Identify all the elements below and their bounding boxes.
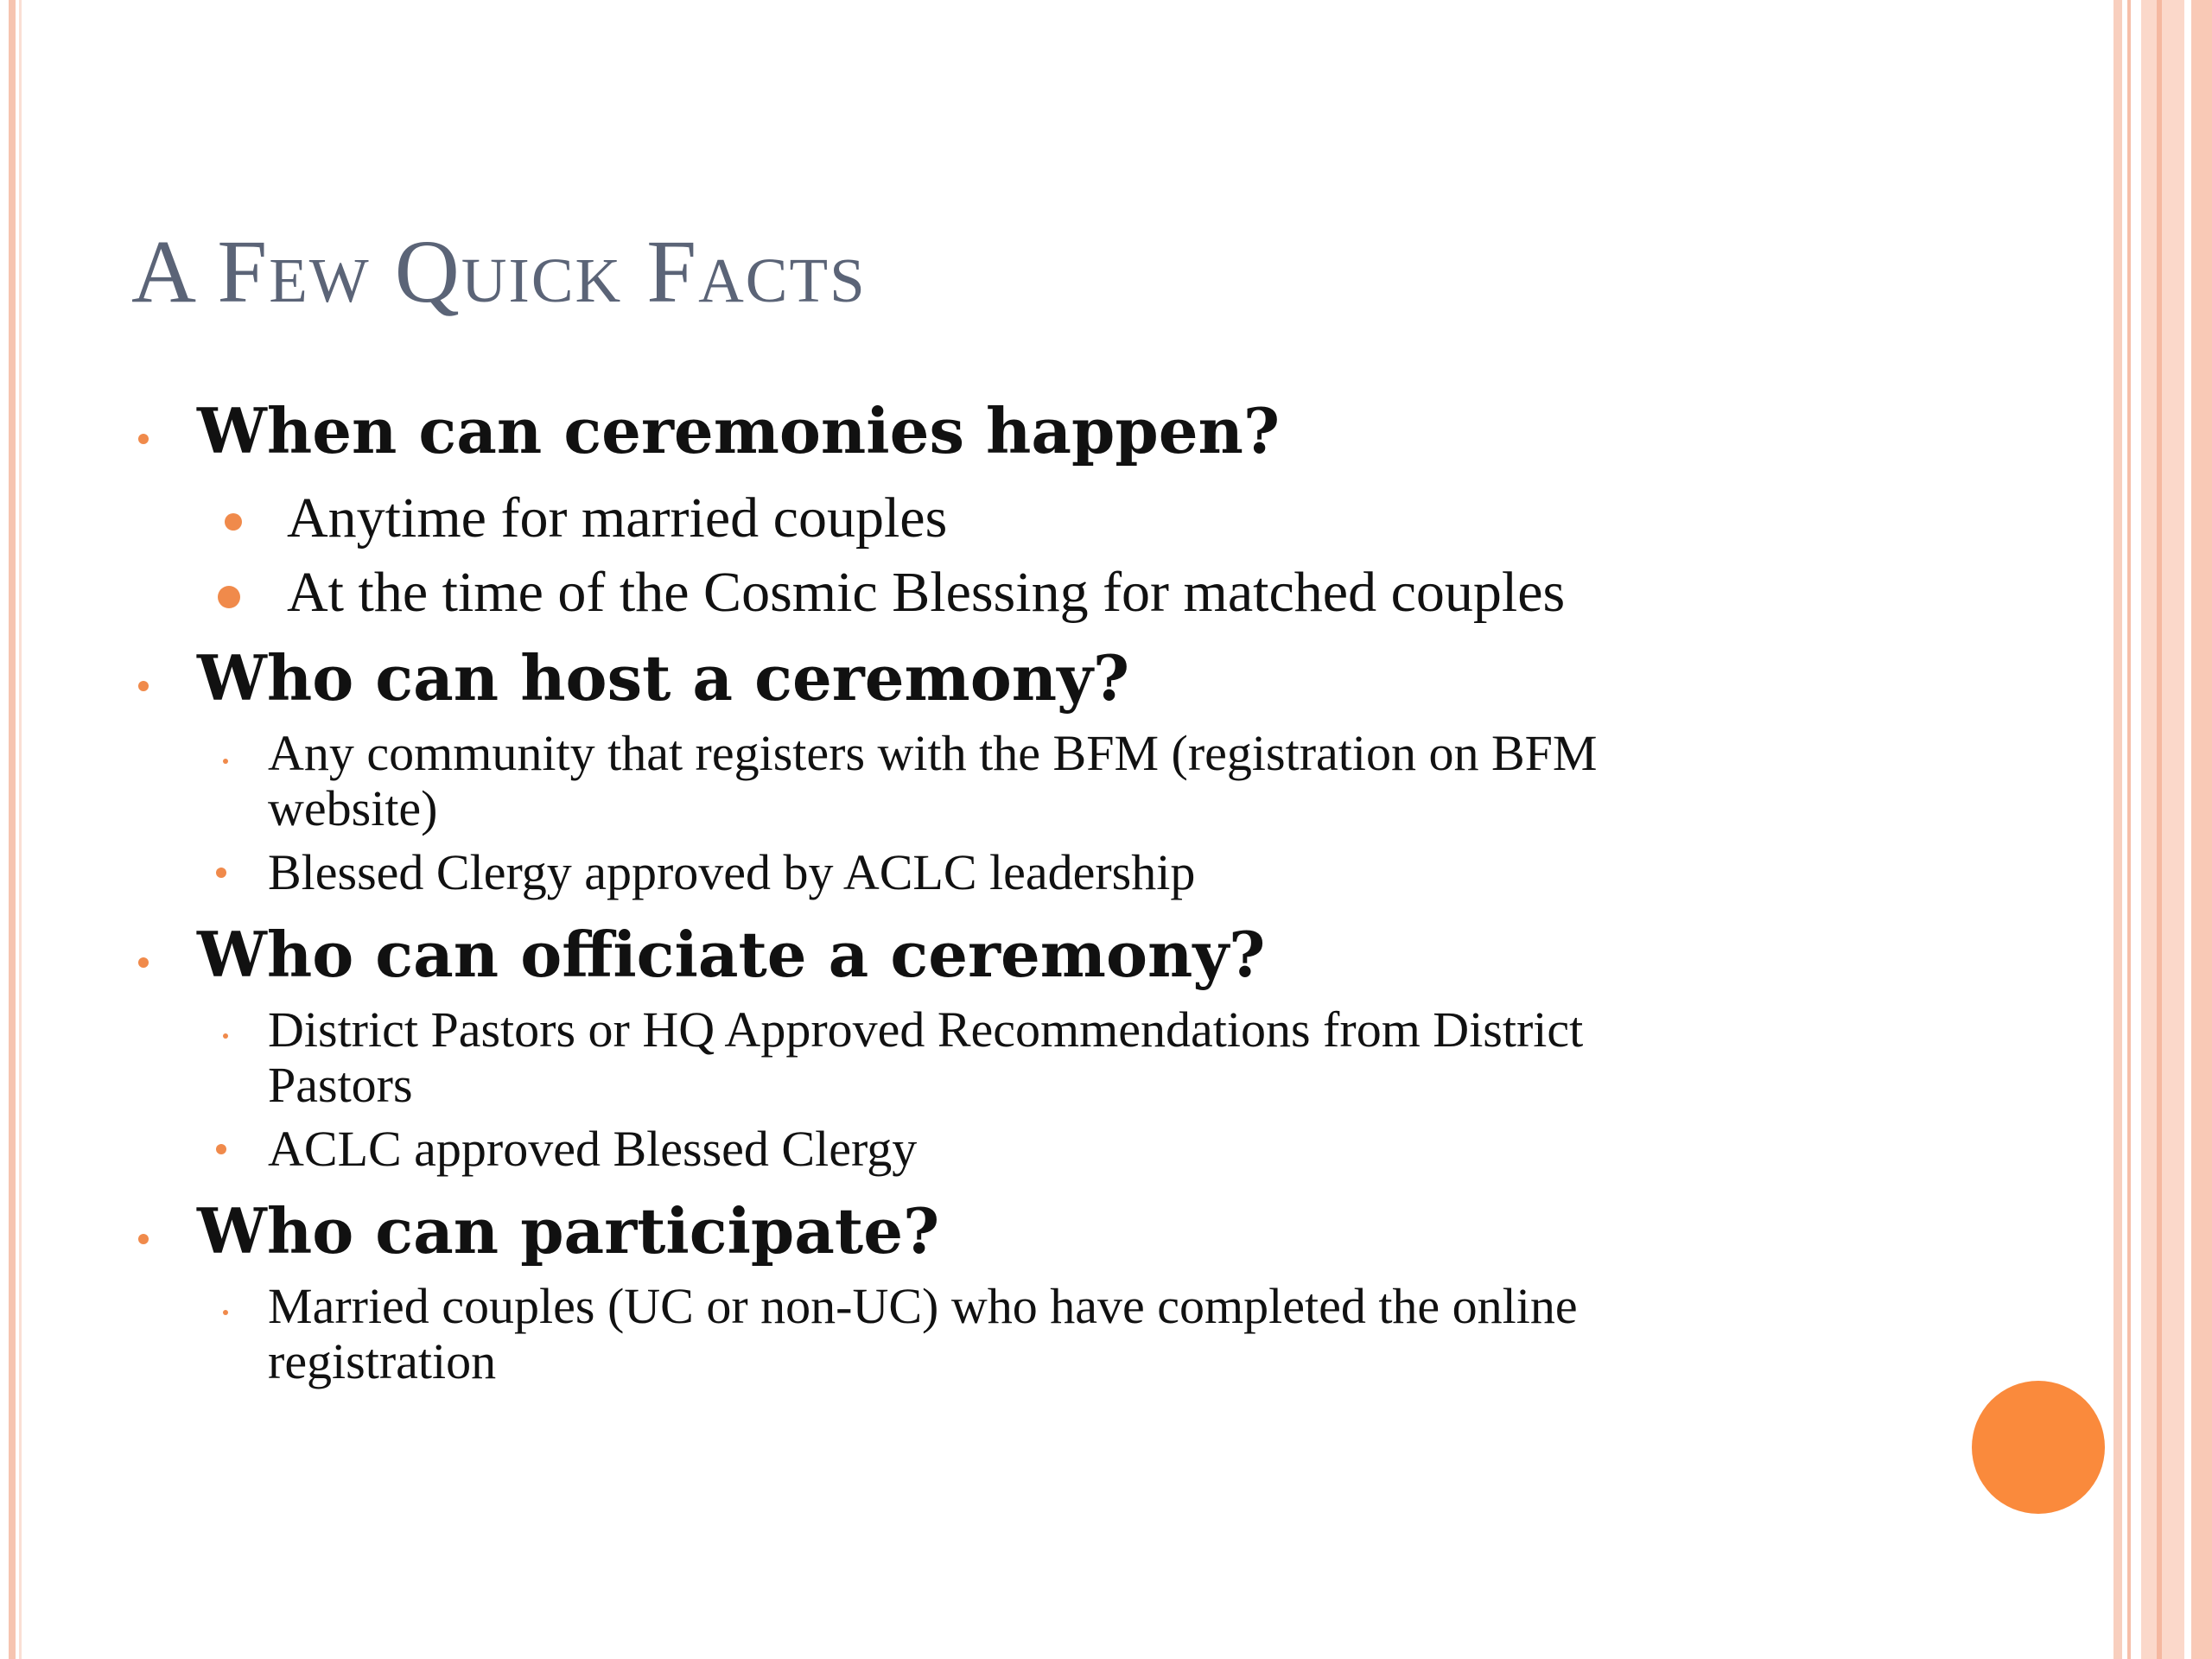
bullet-icon: [223, 759, 228, 764]
bullet-icon: [138, 434, 149, 444]
bullet-icon: [138, 957, 149, 968]
bullet-icon: [225, 513, 242, 531]
list-item: ACLC approved Blessed Clergy: [268, 1121, 918, 1177]
bullet-icon: [218, 586, 240, 608]
list-item-continuation: registration: [268, 1333, 497, 1389]
list-item-continuation: website): [268, 780, 438, 836]
section-heading: Who can host a ceremony?: [197, 641, 1130, 715]
list-item: Any community that registers with the BFM (registration on BFM: [268, 725, 1598, 781]
right-border-rule-inner: [2157, 0, 2162, 1659]
list-item: Anytime for married couples: [287, 486, 948, 550]
list-item-continuation: Pastors: [268, 1057, 413, 1113]
bullet-icon: [216, 1144, 226, 1154]
section-heading: Who can participate?: [197, 1194, 940, 1268]
right-border-rule-thin: [2127, 0, 2131, 1659]
right-border-band: [2141, 0, 2184, 1659]
section-heading: Who can officiate a ceremony?: [197, 918, 1266, 991]
bullet-icon: [223, 1033, 228, 1039]
bullet-icon: [138, 681, 149, 691]
accent-circle: [1972, 1381, 2105, 1514]
section-heading: When can ceremonies happen?: [197, 394, 1281, 467]
right-border-rule-outer: [2191, 0, 2212, 1659]
right-border-rule: [2113, 0, 2122, 1659]
slide-title: A Few Quick Facts: [131, 222, 867, 321]
list-item: At the time of the Cosmic Blessing for matched couples: [287, 561, 1566, 624]
bullet-icon: [216, 868, 226, 878]
bullet-icon: [138, 1234, 149, 1244]
list-item: Married couples (UC or non-UC) who have completed the online: [268, 1278, 1578, 1334]
list-item: Blessed Clergy approved by ACLC leadership: [268, 844, 1196, 900]
list-item: District Pastors or HQ Approved Recommendations from District: [268, 1001, 1584, 1058]
bullet-icon: [223, 1310, 228, 1315]
